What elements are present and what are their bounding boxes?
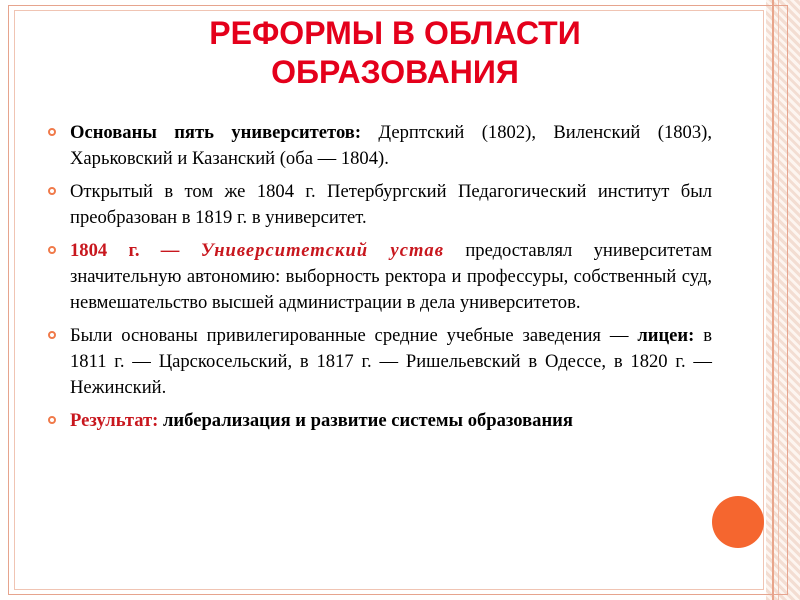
bullet-item-institute (48, 179, 712, 231)
decorative-circle (712, 496, 764, 548)
bullet-item-charter (48, 238, 712, 316)
item-text: в 1811 г. — Царскосельский, в 1817 г. — Ришельевский в Одессе, в 1820 г. — Нежинский. (70, 325, 712, 398)
bullet-icon (48, 246, 56, 254)
item-text: Были основаны привилегированные средние учебные заведения — (70, 325, 638, 346)
bullet-list (48, 120, 712, 441)
item-date: 1804 г. — (70, 240, 201, 261)
slide-title: РЕФОРМЫ В ОБЛАСТИ ОБРАЗОВАНИЯ (209, 15, 581, 90)
bullet-item-lyceums (48, 323, 712, 401)
bullet-icon (48, 331, 56, 339)
bullet-icon (48, 416, 56, 424)
item-charter-name: Университетский устав (200, 240, 445, 261)
bullet-item-universities (48, 120, 712, 172)
item-bold-text: лицеи: (637, 325, 695, 346)
item-text: Открытый в том же 1804 г. Петербургский Педагогический институт был преобразован в 1819 г. в университет. (70, 181, 712, 228)
item-result-text: либерализация и развитие системы образования (158, 410, 573, 431)
item-text: предоставлял университетам значительную автономию: выборность ректора и профессуры, собственный суд, невмешательство высшей администрации в дела университетов. (70, 240, 712, 313)
bullet-icon (48, 187, 56, 195)
item-bold-text: Основаны пять университетов: (70, 122, 362, 143)
item-result-label: Результат: (70, 410, 159, 431)
item-text: Дерптский (1802), Виленский (1803), Харьковский и Казанский (оба — 1804). (70, 122, 712, 169)
bullet-item-result (48, 408, 712, 434)
bullet-icon (48, 128, 56, 136)
